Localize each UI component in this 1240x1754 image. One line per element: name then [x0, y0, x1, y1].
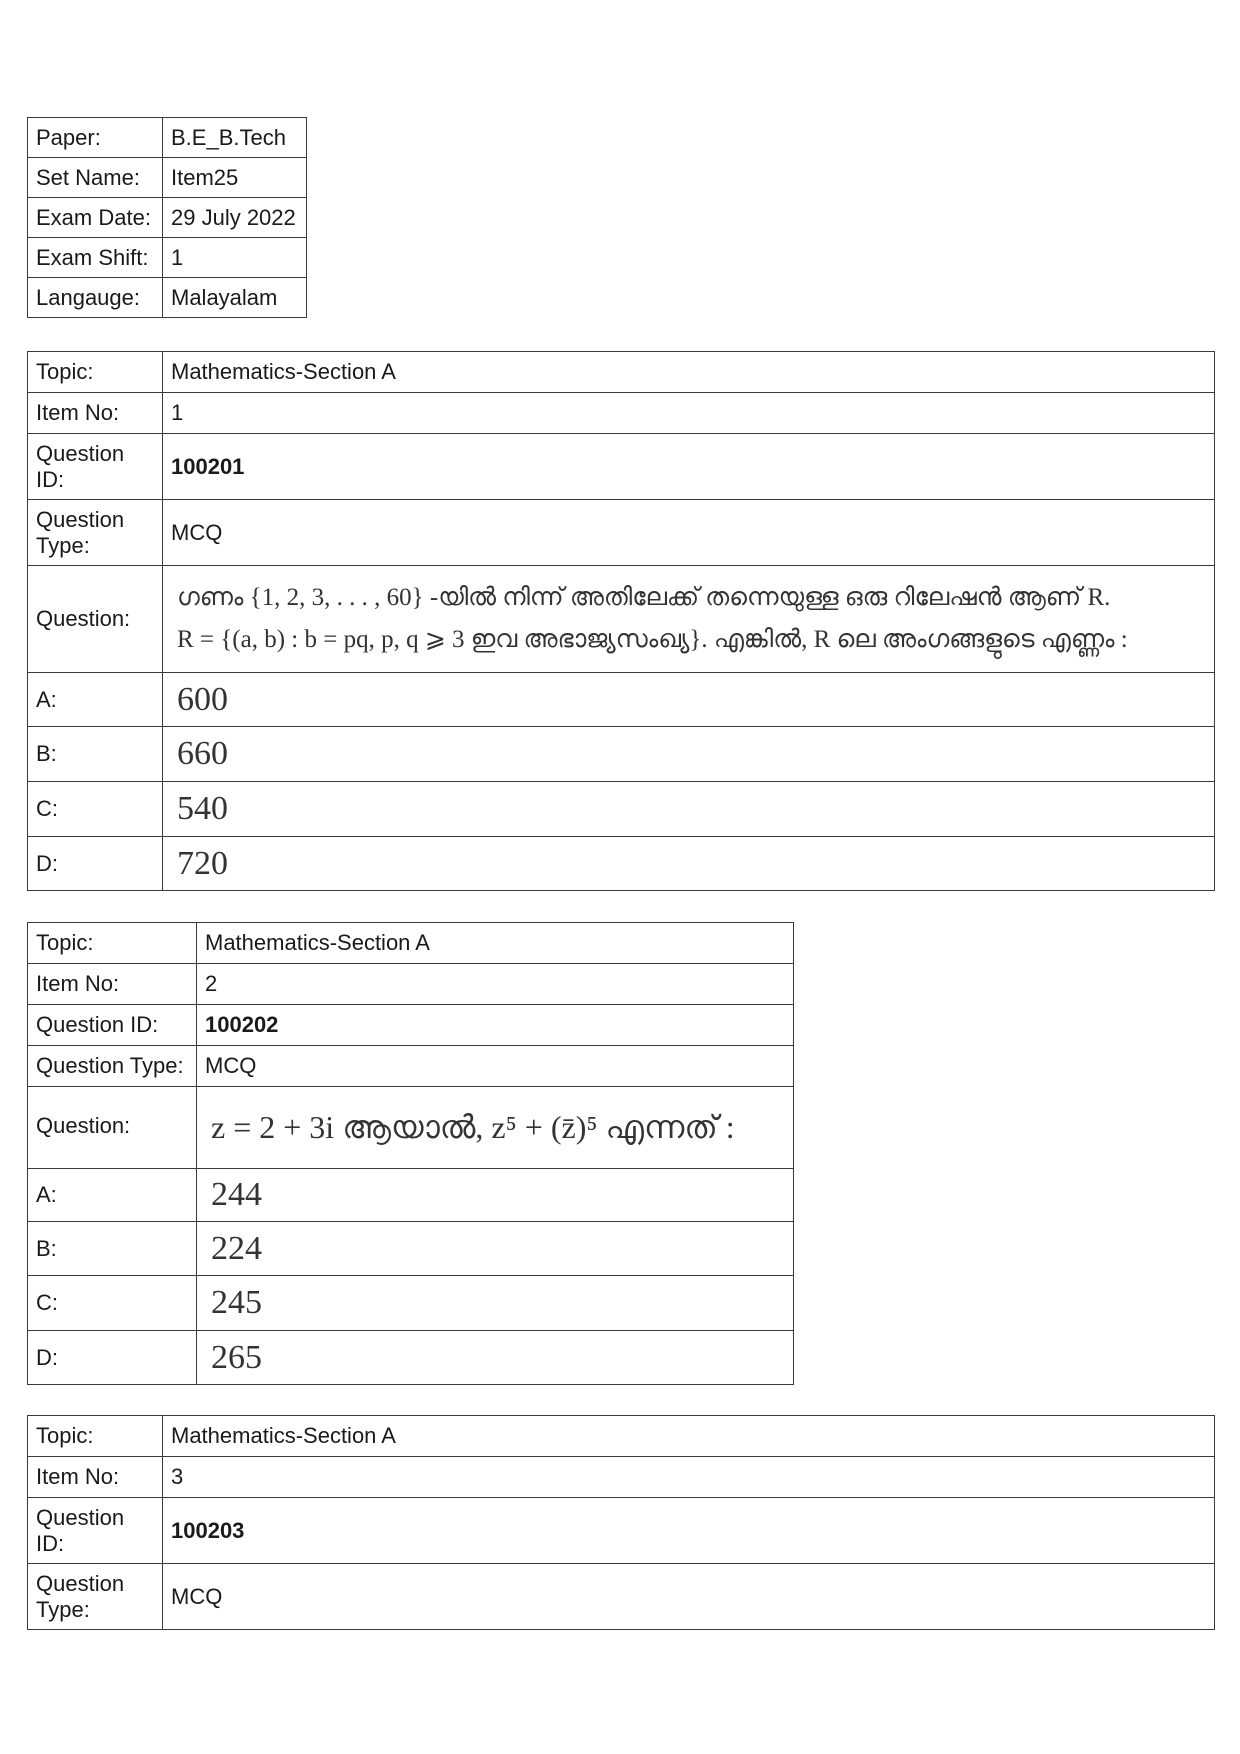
topic-value: Mathematics-Section A: [197, 923, 794, 964]
table-row: [28, 434, 1215, 500]
table-row: [28, 1416, 1215, 1457]
item-no-label: Item No:: [28, 1457, 163, 1498]
option-c-value: 245: [197, 1276, 794, 1331]
question-id-label: Question ID:: [28, 1498, 163, 1564]
option-b-label: B:: [28, 727, 163, 782]
option-b-label: B:: [28, 1222, 197, 1276]
question-line: ഗണം {1, 2, 3, . . . , 60} -യിൽ നിന്ന് അതിലേക്ക് തന്നെയുള്ള ഒരു റിലേഷൻ ആണ് R.: [177, 583, 1111, 611]
question-id-value: 100203: [163, 1498, 1215, 1564]
table-row: [28, 500, 1215, 566]
question-type-value: MCQ: [197, 1046, 794, 1087]
question-id-value: 100202: [197, 1005, 794, 1046]
language-value: Malayalam: [163, 278, 307, 318]
question-id-value: 100201: [163, 434, 1215, 500]
set-name-label: Set Name:: [28, 158, 163, 198]
table-row: [28, 673, 1215, 727]
topic-value: Mathematics-Section A: [163, 1416, 1215, 1457]
topic-label: Topic:: [28, 352, 163, 393]
exam-info-table: [27, 117, 307, 318]
table-row: [28, 1564, 1215, 1630]
table-row: [28, 1046, 794, 1087]
option-d-value: 720: [163, 837, 1215, 891]
exam-date-value: 29 July 2022: [163, 198, 307, 238]
option-b-value: 660: [163, 727, 1215, 782]
table-row: [28, 727, 1215, 782]
option-a-value: 244: [197, 1169, 794, 1222]
table-row: [28, 837, 1215, 891]
topic-value: Mathematics-Section A: [163, 352, 1215, 393]
option-c-label: C:: [28, 1276, 197, 1331]
language-label: Langauge:: [28, 278, 163, 318]
item-no-value: 3: [163, 1457, 1215, 1498]
item-no-value: 1: [163, 393, 1215, 434]
option-c-value: 540: [163, 782, 1215, 837]
item-no-label: Item No:: [28, 393, 163, 434]
option-b-value: 224: [197, 1222, 794, 1276]
item-no-label: Item No:: [28, 964, 197, 1005]
question-line: R = {(a, b) : b = pq, p, q ⩾ 3 ഇവ അഭാജ്യസംഖ്യ}. എങ്കിൽ, R ലെ അംഗങ്ങളുടെ എണ്ണം :: [177, 626, 1128, 653]
option-a-value: 600: [163, 673, 1215, 727]
table-row: [28, 566, 1215, 673]
question-text: [163, 566, 1215, 673]
question-id-label: Question ID:: [28, 1005, 197, 1046]
table-row: [28, 1087, 794, 1169]
table-row: [28, 923, 794, 964]
question-id-label: Question ID:: [28, 434, 163, 500]
table-row: [28, 238, 307, 278]
table-row: [28, 1169, 794, 1222]
exam-shift-value: 1: [163, 238, 307, 278]
table-row: [28, 198, 307, 238]
question-type-label: Question Type:: [28, 500, 163, 566]
table-row: [28, 278, 307, 318]
set-name-value: Item25: [163, 158, 307, 198]
item-no-value: 2: [197, 964, 794, 1005]
question-type-value: MCQ: [163, 500, 1215, 566]
topic-label: Topic:: [28, 1416, 163, 1457]
table-row: [28, 393, 1215, 434]
question-type-label: Question Type:: [28, 1564, 163, 1630]
option-a-label: A:: [28, 673, 163, 727]
question-table-3: [27, 1415, 1215, 1630]
question-type-value: MCQ: [163, 1564, 1215, 1630]
table-row: [28, 1222, 794, 1276]
table-row: [28, 964, 794, 1005]
table-row: [28, 1276, 794, 1331]
option-d-label: D:: [28, 837, 163, 891]
question-label: Question:: [28, 1087, 197, 1169]
table-row: [28, 352, 1215, 393]
question-table-1: [27, 351, 1215, 891]
question-type-label: Question Type:: [28, 1046, 197, 1087]
table-row: [28, 1331, 794, 1385]
paper-value: B.E_B.Tech: [163, 118, 307, 158]
option-d-label: D:: [28, 1331, 197, 1385]
question-table-2: [27, 922, 794, 1385]
option-c-label: C:: [28, 782, 163, 837]
paper-label: Paper:: [28, 118, 163, 158]
table-row: [28, 1005, 794, 1046]
question-text: z = 2 + 3i ആയാൽ, z⁵ + (z̄)⁵ എന്നത് :: [197, 1087, 794, 1169]
table-row: [28, 782, 1215, 837]
table-row: [28, 1457, 1215, 1498]
question-label: Question:: [28, 566, 163, 673]
table-row: [28, 118, 307, 158]
table-row: [28, 1498, 1215, 1564]
option-a-label: A:: [28, 1169, 197, 1222]
table-row: [28, 158, 307, 198]
topic-label: Topic:: [28, 923, 197, 964]
exam-date-label: Exam Date:: [28, 198, 163, 238]
exam-shift-label: Exam Shift:: [28, 238, 163, 278]
option-d-value: 265: [197, 1331, 794, 1385]
